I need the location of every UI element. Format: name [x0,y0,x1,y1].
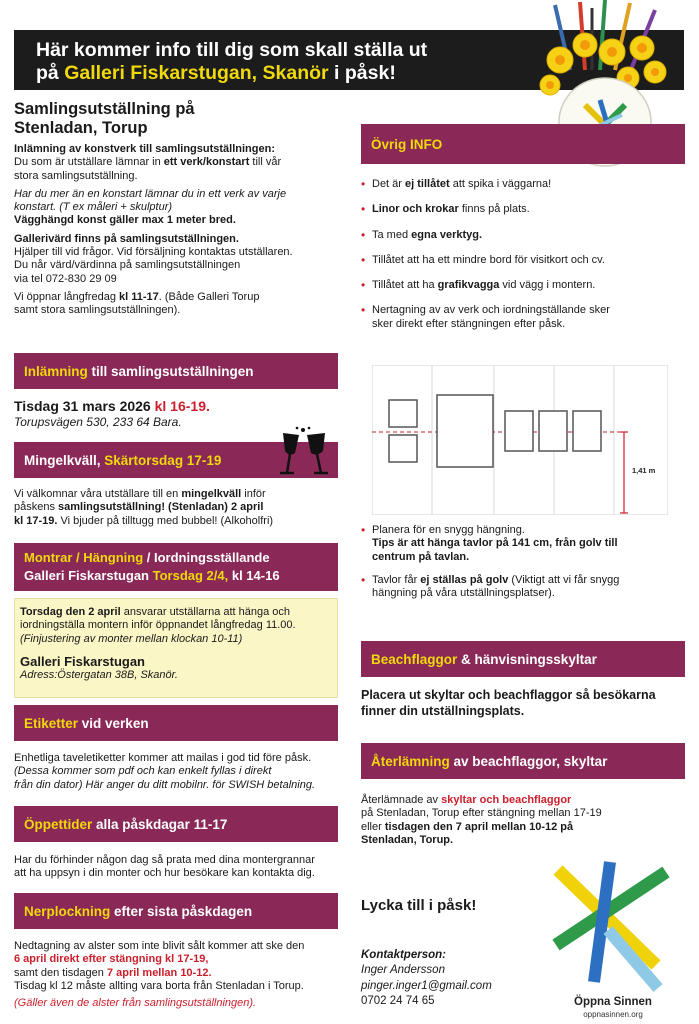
nerplock-bar [14,893,338,929]
intro-title-1: Samlingsutställning på [14,100,195,118]
hang-item: • Tavlor får ej ställas på golv (Viktigt att vi får snygg hängning på våra utställningsplatser). [361,574,685,601]
host-text: Du når värd/värdinna på samlingsutställningen [14,259,241,272]
beach-section [361,687,685,719]
etiketter-bar [14,705,338,741]
hang-item: • Planera för en snygg hängning. Tips är att hänga tavlor på 141 cm, från golv till centrum på tavlan. [361,524,685,564]
ovrig-item: • Tillåtet att ha ett mindre bord för visitkort och cv. [361,254,685,267]
inlamning-address: Torupsvägen 530, 233 64 Bara. [14,415,182,429]
host-heading: Gallerivärd finns på samlingsutställningen. [14,232,239,245]
header-text: på [36,62,65,84]
intro-italic-note: konstart. (T ex måleri + skulptur) [14,201,173,214]
bar-text: & hänvisningsskyltar [457,651,597,667]
bar-highlight: Torsdag 2/4, [152,568,229,583]
ovrig-list [361,178,685,331]
inlamning-bar [14,353,338,389]
oppettider-text: att ha uppsyn i din monter och hur besökare kan kontakta dig. [14,867,315,880]
inlamning-time: kl 16-19. [154,398,210,414]
intro-title-2: Stenladan, Torup [14,119,148,137]
open-text: samt stora samlingsutställningen). [14,304,181,317]
inlamning-date: Tisdag 31 mars 2026 [14,398,155,414]
bar-text: Mingelkväll, [24,452,105,468]
bar-text: kl 14-16 [228,568,280,583]
etiketter-section [14,752,338,792]
mingel-bold: mingelkväll [181,488,242,500]
intro-section [14,100,338,318]
mingel-time: kl 17-19. [14,514,58,527]
ovrig-section [361,178,685,331]
bar-highlight: Återlämning [371,753,450,769]
ater-section [361,794,685,847]
gallery-name: Galleri Fiskarstugan [20,653,145,669]
ovrig-bar-tail [549,124,685,164]
mingel-text: Vi bjuder på tilltugg med bubbel! (Alkoholfri) [57,514,274,527]
contact-section [361,948,541,1010]
ater-bold: tisdagen den 7 april mellan 10-12 på [384,820,574,833]
beach-text: Placera ut skyltar och beachflaggor så besökarna [361,688,656,702]
header-venue: Galleri Fiskarstugan, Skanör [64,62,329,84]
bar-text: till samlingsutställningen [87,363,254,379]
etiketter-note: (Dessa kommer som pdf och kan enkelt fyllas i direkt [14,765,272,778]
contact-label: Kontaktperson: [361,949,446,961]
contact-name: Inger Andersson [361,964,445,976]
bar-highlight: Skärtorsdag 17-19 [104,452,222,468]
mingel-section [14,488,338,528]
nerplock-section [14,940,338,1010]
bar-highlight: Öppettider [24,816,93,832]
bar-highlight: Beachflaggor [371,651,458,667]
ater-text: på Stenladan, Torup efter stängning mellan 17-19 [361,807,602,820]
bar-text: efter sista påskdagen [110,903,253,919]
hang-section [361,524,685,600]
wall-art-rule: Vägghängd konst gäller max 1 meter bred. [14,214,236,227]
bar-text: Galleri Fiskarstugan [24,568,153,583]
bar-text: av beachflaggor, skyltar [449,753,608,769]
ovrig-item: • Tillåtet att ha grafikvagga vid vägg i montern. [361,279,685,292]
ovrig-item: • Nertagning av av verk och iordningställande sker sker direkt efter stängningen efter påsk. [361,304,685,331]
lycka-text: Lycka till i påsk! [361,897,477,914]
nerplock-text: Nedtagning av alster som inte blivit sålt kommer att ske den [14,940,305,952]
ovrig-bar [361,124,549,164]
bar-highlight: Övrig INFO [371,136,443,152]
oppettider-bar [14,806,338,842]
intro-text: till vår [249,156,282,169]
intro-italic-note: Har du mer än en konstart lämnar du in ett verk av varje [14,187,287,200]
hanging-diagram [372,365,668,515]
mingel-text: Vi välkomnar våra utställare till en [14,488,182,500]
oppna-sinnen-logo [548,860,678,1020]
ater-highlight: skyltar och beachflaggor [441,794,572,806]
open-time: kl 11-17 [119,290,159,303]
ovrig-item: • Linor och krokar finns på plats. [361,203,685,216]
beach-bar [361,641,685,677]
nerplock-date: 7 april mellan 10-12. [106,966,212,979]
champagne-glasses-icon [275,425,333,483]
nerplock-text: samt den tisdagen [14,966,107,979]
logo-url: oppnasinnen.org [583,1010,643,1019]
ater-text: Återlämnade av [361,794,442,806]
montrar-text: ansvarar utställarna att hänga och [120,606,291,618]
intro-subheading: Inlämning av konstverk till samlingsutställningen: [14,143,275,155]
montrar-section [20,606,336,682]
intro-text: stora samlingsutställning. [14,169,138,182]
header-title-line1: Här kommer info till dig som skall ställa ut [36,39,428,61]
montrar-bar [14,543,338,591]
montrar-text: iordningställa montern inför öppnandet långfredag 11.00. [20,619,296,632]
height-label: 1,41 m [632,466,656,475]
intro-text: Du som är utställare lämnar in [14,156,164,169]
beach-text: finner din utställningsplats. [361,704,525,718]
nerplock-date: 6 april direkt efter stängning kl 17-19, [14,953,209,966]
etiketter-note: från din dator) Här anger du ditt mobilnr. för SWISH betalning. [14,778,316,791]
gallery-address: Adress:Östergatan 38B, Skanör. [20,668,178,681]
mingel-bold: samlingsutställning! (Stenladan) 2 april [58,501,264,514]
bar-text: vid verken [78,715,149,731]
contact-phone[interactable]: 0702 24 74 65 [361,995,435,1007]
montrar-date: Torsdag den 2 april [20,606,121,618]
ovrig-item: • Ta med egna verktyg. [361,229,685,242]
ater-bold: Stenladan, Torup. [361,833,454,846]
intro-bold: ett verk/konstart [163,156,250,169]
ater-text: eller [361,820,385,833]
header-title-line2 [36,61,396,85]
bar-highlight: Montrar / Hängning [24,550,144,565]
bar-text: / Iordningsställande [143,550,270,565]
mingel-text: påskens [14,501,59,514]
mingel-text: inför [241,488,266,500]
logo-cross-icon [556,862,666,988]
bar-highlight: Etiketter [24,715,79,731]
logo-name: Öppna Sinnen [574,996,652,1008]
oppettider-text: Har du förhinder någon dag så prata med dina montergrannar [14,854,315,866]
ater-bar [361,743,685,779]
bar-highlight: Nerplockning [24,903,111,919]
hang-list [361,524,685,600]
open-text: . (Både Galleri Torup [158,290,260,303]
header-text-end: i påsk! [328,62,396,84]
bar-highlight: Inlämning [24,363,88,379]
etiketter-text: Enhetliga taveletiketter kommer att mailas i god tid före påsk. [14,752,312,764]
nerplock-note: (Gäller även de alster från samlingsutställningen). [14,997,257,1010]
bar-text: alla påskdagar 11-17 [92,816,228,832]
open-text: Vi öppnar långfredag [14,290,119,303]
host-text: Hjälper till vid frågor. Vid försäljning kontaktas utställaren. [14,246,293,259]
host-phone: via tel 072-830 29 09 [14,272,117,285]
ovrig-item: • Det är ej tillåtet att spika i väggarna! [361,178,685,191]
montrar-note: (Finjustering av monter mellan klockan 10-11) [20,632,243,645]
nerplock-text: Tisdag kl 12 måste allting vara borta från Stenladan i Torup. [14,979,304,992]
oppettider-section [14,854,338,881]
contact-email[interactable]: pinger.inger1@gmail.com [361,979,492,992]
